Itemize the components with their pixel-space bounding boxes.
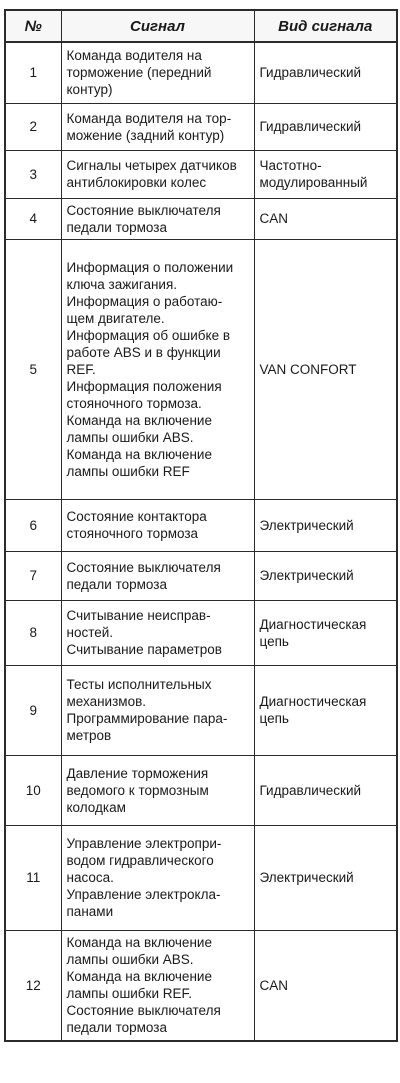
table-row bbox=[5, 103, 397, 150]
table-row bbox=[5, 930, 397, 1041]
row-type: Диагностическая цепь bbox=[254, 665, 397, 755]
row-num: 12 bbox=[5, 930, 61, 1041]
row-type: Электрический bbox=[254, 825, 397, 930]
row-type: VAN CONFORT bbox=[254, 239, 397, 499]
row-signal: Команда на включение лампы ошибки ABS. Команда на включение лампы ошибки REF. Состояние выключателя педали тормоза bbox=[61, 930, 254, 1041]
row-num: 3 bbox=[5, 150, 61, 198]
row-signal: Информация о положении ключа зажигания. Информация о работаю- щем двигателе. Информация об ошибке в работе ABS и в функции REF. Информация положения стояночного тормоза. Команда на включение лампы ошибки ABS. Команда на включение лампы ошибки REF bbox=[61, 239, 254, 499]
row-type: Электрический bbox=[254, 499, 397, 551]
table-row bbox=[5, 825, 397, 930]
table-row bbox=[5, 665, 397, 755]
row-num: 6 bbox=[5, 499, 61, 551]
table-row bbox=[5, 551, 397, 600]
row-signal: Команда водителя на тор- можение (задний контур) bbox=[61, 103, 254, 150]
row-num: 5 bbox=[5, 239, 61, 499]
row-type: CAN bbox=[254, 930, 397, 1041]
header-signal: Сигнал bbox=[61, 10, 254, 42]
table-row bbox=[5, 198, 397, 239]
row-signal: Состояние контактора стояночного тормоза bbox=[61, 499, 254, 551]
row-num: 11 bbox=[5, 825, 61, 930]
row-signal: Состояние выключателя педали тормоза bbox=[61, 551, 254, 600]
row-type: Гидравлический bbox=[254, 755, 397, 825]
row-signal: Давление торможения ведомого к тормозным колодкам bbox=[61, 755, 254, 825]
header-type: Вид сигнала bbox=[254, 10, 397, 42]
row-num: 4 bbox=[5, 198, 61, 239]
row-type: Электрический bbox=[254, 551, 397, 600]
row-signal: Сигналы четырех датчиков антиблокировки колес bbox=[61, 150, 254, 198]
row-num: 2 bbox=[5, 103, 61, 150]
header-num: № bbox=[5, 10, 61, 42]
row-num: 9 bbox=[5, 665, 61, 755]
table-row bbox=[5, 150, 397, 198]
table-row bbox=[5, 600, 397, 665]
header-row bbox=[5, 10, 397, 42]
row-signal: Команда водителя на торможение (передний контур) bbox=[61, 42, 254, 103]
row-num: 10 bbox=[5, 755, 61, 825]
row-num: 8 bbox=[5, 600, 61, 665]
row-type: Гидравлический bbox=[254, 103, 397, 150]
table-row bbox=[5, 239, 397, 499]
signals-table bbox=[4, 9, 398, 1042]
row-signal: Тесты исполнительных механизмов. Программирование пара- метров bbox=[61, 665, 254, 755]
row-type: CAN bbox=[254, 198, 397, 239]
table-row bbox=[5, 755, 397, 825]
top-strip bbox=[0, 0, 400, 9]
row-num: 7 bbox=[5, 551, 61, 600]
row-signal: Состояние выключателя педали тормоза bbox=[61, 198, 254, 239]
table-row bbox=[5, 499, 397, 551]
row-type: Частотно- модулированный bbox=[254, 150, 397, 198]
row-signal: Считывание неисправ- ностей. Считывание параметров bbox=[61, 600, 254, 665]
row-type: Диагностическая цепь bbox=[254, 600, 397, 665]
row-type: Гидравлический bbox=[254, 42, 397, 103]
table-row bbox=[5, 42, 397, 103]
row-num: 1 bbox=[5, 42, 61, 103]
row-signal: Управление электропри- водом гидравлического насоса. Управление электрокла- панами bbox=[61, 825, 254, 930]
